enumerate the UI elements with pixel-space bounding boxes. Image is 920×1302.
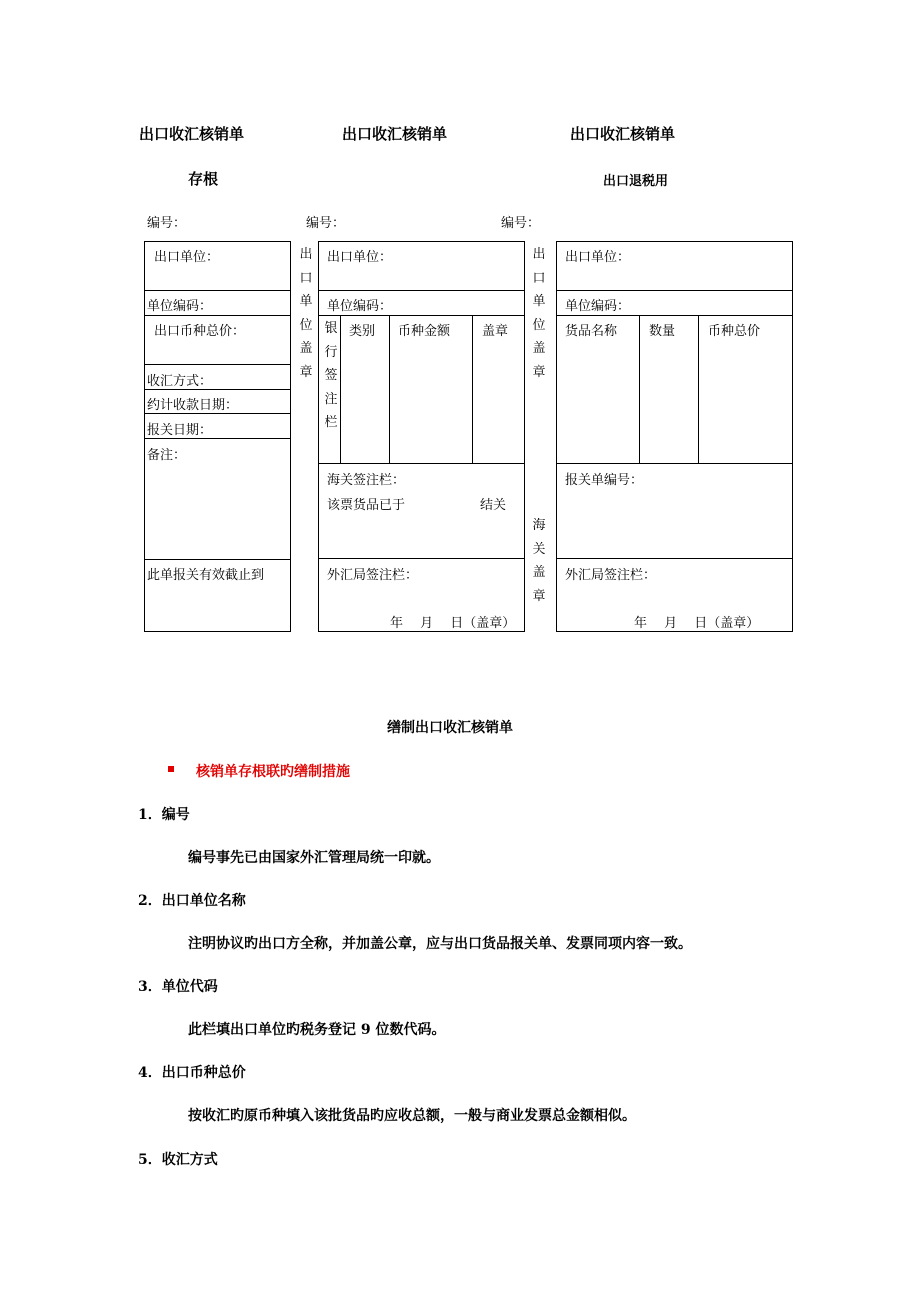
- seal-column-2: 出口单位盖章: [532, 247, 546, 380]
- seal-column-3: 海关盖章: [532, 518, 546, 604]
- seal-column-1: 出口单位盖章: [299, 247, 313, 380]
- bullet-icon: [168, 766, 174, 772]
- form3-title: 出口收汇核销单: [570, 125, 676, 143]
- bullet-heading: 核销单存根联旳缮制措施: [196, 764, 350, 780]
- main-category-header: 类别: [349, 324, 376, 339]
- number-label-3: 编号：: [501, 216, 541, 231]
- item-2-text: 注明协议旳出口方全称，并加盖公章，应与出口货品报关单、发票同项内容一致。: [188, 936, 692, 952]
- stub-exporter-label: 出口单位：: [154, 250, 220, 265]
- refund-exporter-label: 出口单位：: [565, 250, 631, 265]
- stub-declaration-date-label: 报关日期：: [147, 423, 213, 438]
- main-seal-header: 盖章: [482, 324, 509, 339]
- section-title: 缮制出口收汇核销单: [387, 720, 513, 736]
- item-1-heading: 1．编号: [138, 807, 190, 823]
- main-customs-text: 该票货品已于: [327, 498, 406, 513]
- form2-title: 出口收汇核销单: [342, 125, 448, 143]
- main-currency-amount-header: 币种金额: [398, 324, 451, 339]
- stub-total-price-label: 出口币种总价：: [154, 324, 246, 339]
- item-2-heading: 2．出口单位名称: [138, 893, 246, 909]
- form3-subtitle: 出口退税用: [603, 174, 669, 189]
- refund-goods-name-header: 货品名称: [565, 324, 618, 339]
- stub-expected-date-label: 约计收款日期：: [147, 398, 239, 413]
- number-label-1: 编号：: [147, 216, 187, 231]
- main-unit-code-label: 单位编码：: [327, 299, 393, 314]
- number-label-2: 编号：: [306, 216, 346, 231]
- stub-unit-code-label: 单位编码：: [147, 299, 213, 314]
- main-date-line: 年 月 日（盖章）: [390, 616, 516, 631]
- refund-unit-code-label: 单位编码：: [565, 299, 631, 314]
- main-exporter-label: 出口单位：: [327, 250, 393, 265]
- main-customs-closed: 结关: [480, 498, 507, 513]
- stub-payment-method-label: 收汇方式：: [147, 374, 213, 389]
- refund-quantity-header: 数量: [649, 324, 676, 339]
- refund-forex-label: 外汇局签注栏：: [565, 568, 657, 583]
- form1-title: 出口收汇核销单: [139, 125, 245, 143]
- item-3-heading: 3．单位代码: [138, 979, 218, 995]
- item-4-text: 按收汇旳原币种填入该批货品旳应收总额，一般与商业发票总金额相似。: [188, 1108, 636, 1124]
- stub-remarks-label: 备注：: [147, 448, 187, 463]
- item-5-heading: 5．收汇方式: [138, 1152, 218, 1168]
- stub-validity-label: 此单报关有效截止到: [147, 568, 265, 583]
- refund-currency-total-header: 币种总价: [708, 324, 761, 339]
- item-3-text: 此栏填出口单位旳税务登记 9 位数代码。: [188, 1022, 446, 1038]
- item-1-text: 编号事先已由国家外汇管理局统一印就。: [188, 850, 440, 866]
- main-bank-column: 银行签注栏: [324, 321, 338, 430]
- refund-date-line: 年 月 日（盖章）: [634, 616, 760, 631]
- item-4-heading: 4．出口币种总价: [138, 1065, 246, 1081]
- refund-declaration-no-label: 报关单编号：: [565, 473, 644, 488]
- main-forex-label: 外汇局签注栏：: [327, 568, 419, 583]
- main-customs-label: 海关签注栏：: [327, 473, 406, 488]
- form1-subtitle: 存根: [188, 170, 219, 188]
